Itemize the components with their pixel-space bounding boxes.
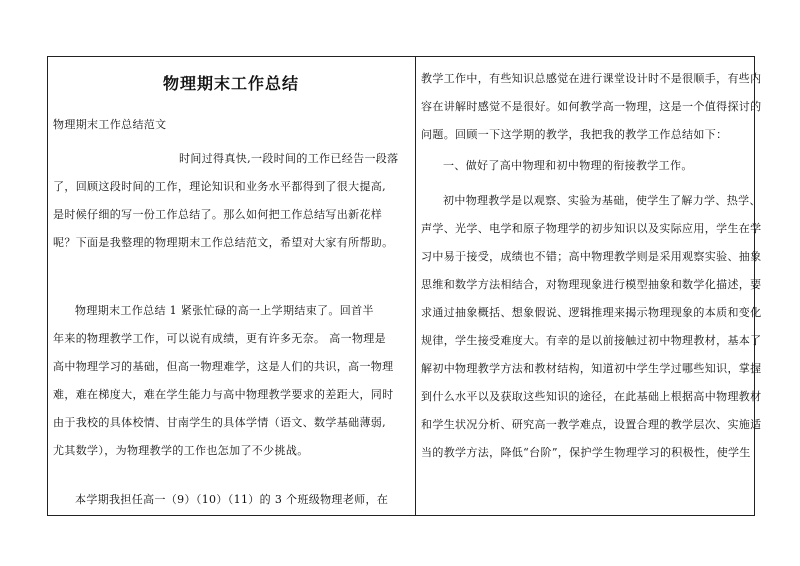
paragraph-line: 容在讲解时感觉不是很好。如何教学高一物理，这是一个值得探讨的 bbox=[421, 100, 762, 113]
paragraph-line: 规律，学生接受难度大。有幸的是以前接触过初中物理教材，基本了 bbox=[421, 334, 762, 347]
paragraph-line: 解初中物理教学方法和教材结构，知道初中学生学过哪些知识，掌握 bbox=[421, 362, 762, 375]
paragraph-line: 初中物理教学是以观察、实验为基础，使学生了解力学、热学、 bbox=[443, 194, 761, 207]
paragraph-line: 难，难在梯度大，难在学生能力与高中物理教学要求的差距大，同时 bbox=[53, 388, 394, 401]
paragraph-line: 呢？下面是我整理的物理期末工作总结范文，希望对大家有所帮助。 bbox=[53, 236, 394, 249]
paragraph-line: 教学工作中，有些知识总感觉在进行课堂设计时不是很顺手，有些内 bbox=[421, 72, 762, 85]
paragraph-line: 思维和数学方法相结合，对物理现象进行模型抽象和数学化描述，要 bbox=[421, 278, 762, 291]
paragraph-line: 了，回顾这段时间的工作，理论知识和业务水平都得到了很大提高, bbox=[53, 180, 386, 193]
document-title: 物理期末工作总结 bbox=[162, 74, 299, 93]
paragraph-line: 声学、光学、电学和原子物理学的初步知识以及实际应用，学生在学 bbox=[421, 222, 762, 235]
paragraph-line: 时间过得真快,一段时间的工作已经告一段落 bbox=[179, 152, 399, 165]
paragraph-line: 求通过抽象概括、想象假说、逻辑推理来揭示物理现象的本质和变化 bbox=[421, 306, 762, 319]
paragraph-line: 习中易于接受，成绩也不错；高中物理教学则是采用观察实验、抽象 bbox=[421, 250, 762, 263]
paragraph-line: 尤其数学），为物理教学的工作也怎加了不少挑战。 bbox=[53, 444, 309, 457]
paragraph-line: 高中物理学习的基础，但高一物理难学，这是人们的共识，高一物理 bbox=[53, 360, 394, 373]
paragraph-line: 当的教学方法，降低“台阶”，保护学生物理学习的积极性，使学生 bbox=[421, 446, 751, 459]
document-subtitle: 物理期末工作总结范文 bbox=[53, 118, 167, 131]
section-heading: 一、做好了高中物理和初中物理的衔接教学工作。 bbox=[443, 159, 693, 172]
column-divider bbox=[415, 56, 416, 516]
paragraph-line: 物理期末工作总结 1 紧张忙碌的高一上学期结束了。回首半 bbox=[75, 304, 374, 317]
paragraph-line: 是时候仔细的写一份工作总结了。那么如何把工作总结写出新花样 bbox=[53, 208, 383, 221]
paragraph-line: 年来的物理教学工作，可以说有成绩，更有许多无奈。 高一物理是 bbox=[53, 332, 386, 345]
paragraph-line: 到什么水平以及获取这些知识的途径，在此基础上根据高中物理教材 bbox=[421, 390, 762, 403]
paragraph-line: 和学生状况分析、研究高一教学难点，设置合理的教学层次、实施适 bbox=[421, 418, 762, 431]
paragraph-line: 本学期我担任高一（9）（10）（11）的 3 个班级物理老师，在 bbox=[75, 493, 389, 506]
paragraph-line: 问题。回顾一下这学期的教学，我把我的教学工作总结如下： bbox=[421, 128, 728, 141]
paragraph-line: 由于我校的具体校情、甘南学生的具体学情（语文、数学基础薄弱, bbox=[53, 416, 386, 429]
